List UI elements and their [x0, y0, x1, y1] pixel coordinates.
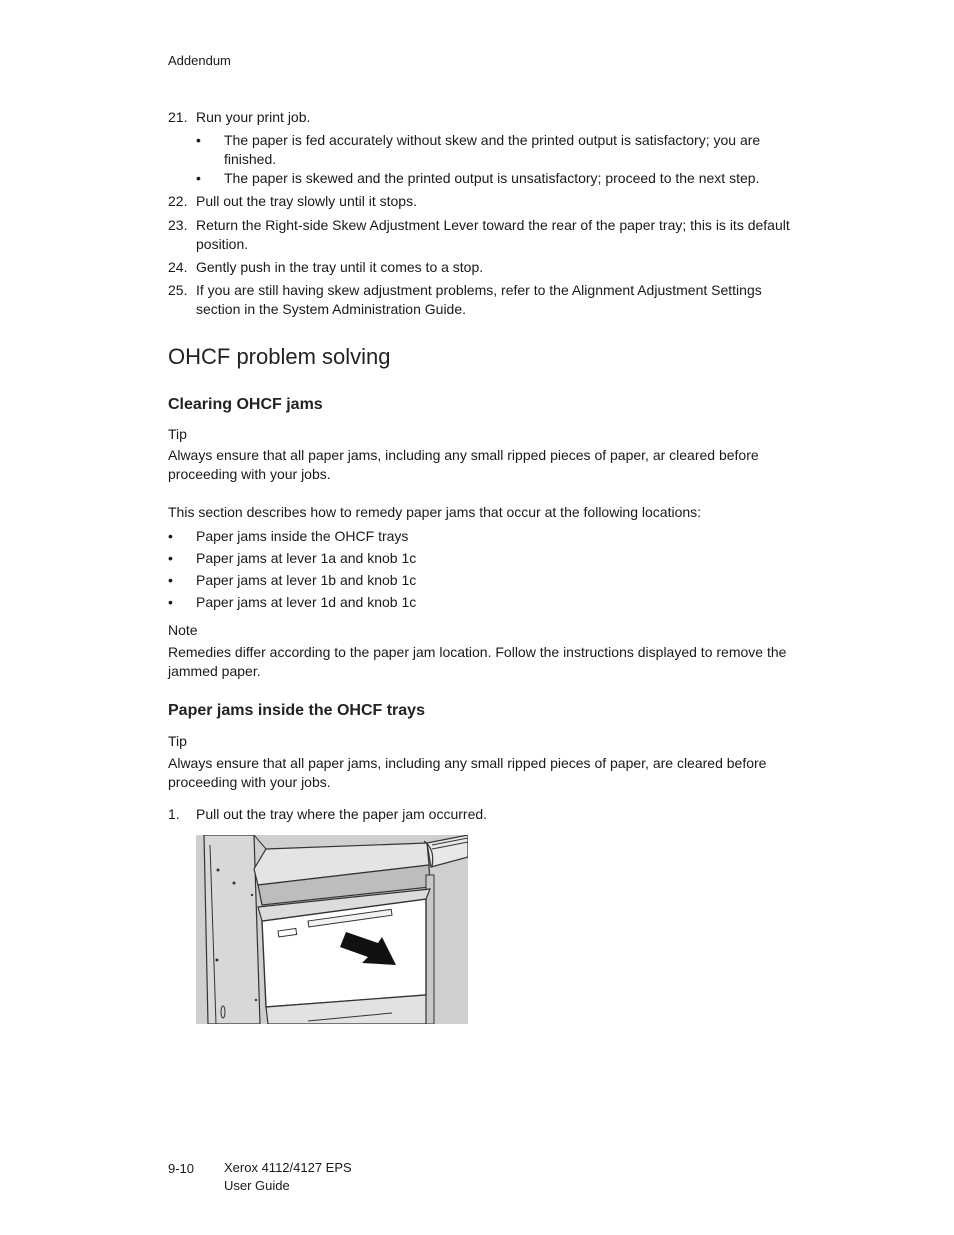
step-22: [168, 192, 798, 211]
bullet: •: [168, 528, 173, 544]
footer-title: [224, 1159, 352, 1195]
bullet: •: [168, 550, 173, 566]
tip-label: Tip: [168, 426, 187, 442]
bullet: •: [168, 594, 173, 610]
location-item: [168, 571, 788, 590]
tray-step-1: [168, 805, 798, 824]
bullet-text: The paper is fed accurately without skew and the printed output is satisfactory; you are finished.: [224, 132, 761, 167]
tip-text: Always ensure that all paper jams, including any small ripped pieces of paper, ar cleared before proceeding with your jobs.: [168, 447, 759, 482]
step-text: Run your print job.: [196, 109, 311, 125]
step-21-bullet-1: [196, 131, 796, 169]
tray-pull-out-figure: [196, 835, 468, 1024]
step-text: Pull out the tray where the paper jam occurred.: [196, 806, 488, 822]
step-number: 21.: [168, 109, 188, 125]
guide-name: User Guide: [224, 1178, 290, 1193]
section-title: OHCF problem solving: [168, 344, 391, 369]
tip-label: Tip: [168, 733, 187, 749]
note-text: Remedies differ according to the paper jam location. Follow the instructions displayed to remove the jammed paper.: [168, 644, 787, 679]
product-name: Xerox 4112/4127 EPS: [224, 1160, 352, 1175]
tip-text: Always ensure that all paper jams, including any small ripped pieces of paper, are cleared before proceeding with your jobs.: [168, 755, 767, 790]
step-text: Pull out the tray slowly until it stops.: [196, 193, 417, 209]
location-text: Paper jams at lever 1d and knob 1c: [196, 594, 417, 610]
location-text: Paper jams at lever 1b and knob 1c: [196, 572, 417, 588]
bullet: •: [196, 132, 201, 148]
tray-illustration: [196, 835, 468, 1024]
step-24: [168, 258, 798, 277]
bullet-text: The paper is skewed and the printed output is unsatisfactory; proceed to the next step.: [224, 170, 760, 186]
subsection-title-trays: Paper jams inside the OHCF trays: [168, 702, 425, 719]
step-21: [168, 108, 798, 127]
step-number: 23.: [168, 217, 188, 233]
location-item: [168, 593, 788, 612]
bullet: •: [196, 170, 201, 186]
note-label: Note: [168, 622, 198, 638]
step-number: 25.: [168, 282, 188, 298]
bullet: •: [168, 572, 173, 588]
location-text: Paper jams at lever 1a and knob 1c: [196, 550, 417, 566]
location-item: [168, 549, 788, 568]
location-text: Paper jams inside the OHCF trays: [196, 528, 409, 544]
step-text: If you are still having skew adjustment problems, refer to the Alignment Adjustment Settings section in the System Administration Guide.: [196, 282, 762, 317]
step-number: 22.: [168, 193, 188, 209]
step-text: Gently push in the tray until it comes to a stop.: [196, 259, 484, 275]
step-number: 24.: [168, 259, 188, 275]
step-23: [168, 216, 798, 254]
step-number: 1.: [168, 806, 180, 822]
page-number: 9-10: [168, 1161, 195, 1176]
intro-text: This section describes how to remedy paper jams that occur at the following locations:: [168, 504, 702, 520]
location-item: [168, 527, 788, 546]
running-header: Addendum: [168, 53, 231, 68]
step-25: [168, 281, 798, 319]
step-21-bullet-2: [196, 169, 796, 188]
step-text: Return the Right-side Skew Adjustment Lever toward the rear of the paper tray; this is its default position.: [196, 217, 790, 252]
subsection-title-clearing: Clearing OHCF jams: [168, 396, 323, 413]
